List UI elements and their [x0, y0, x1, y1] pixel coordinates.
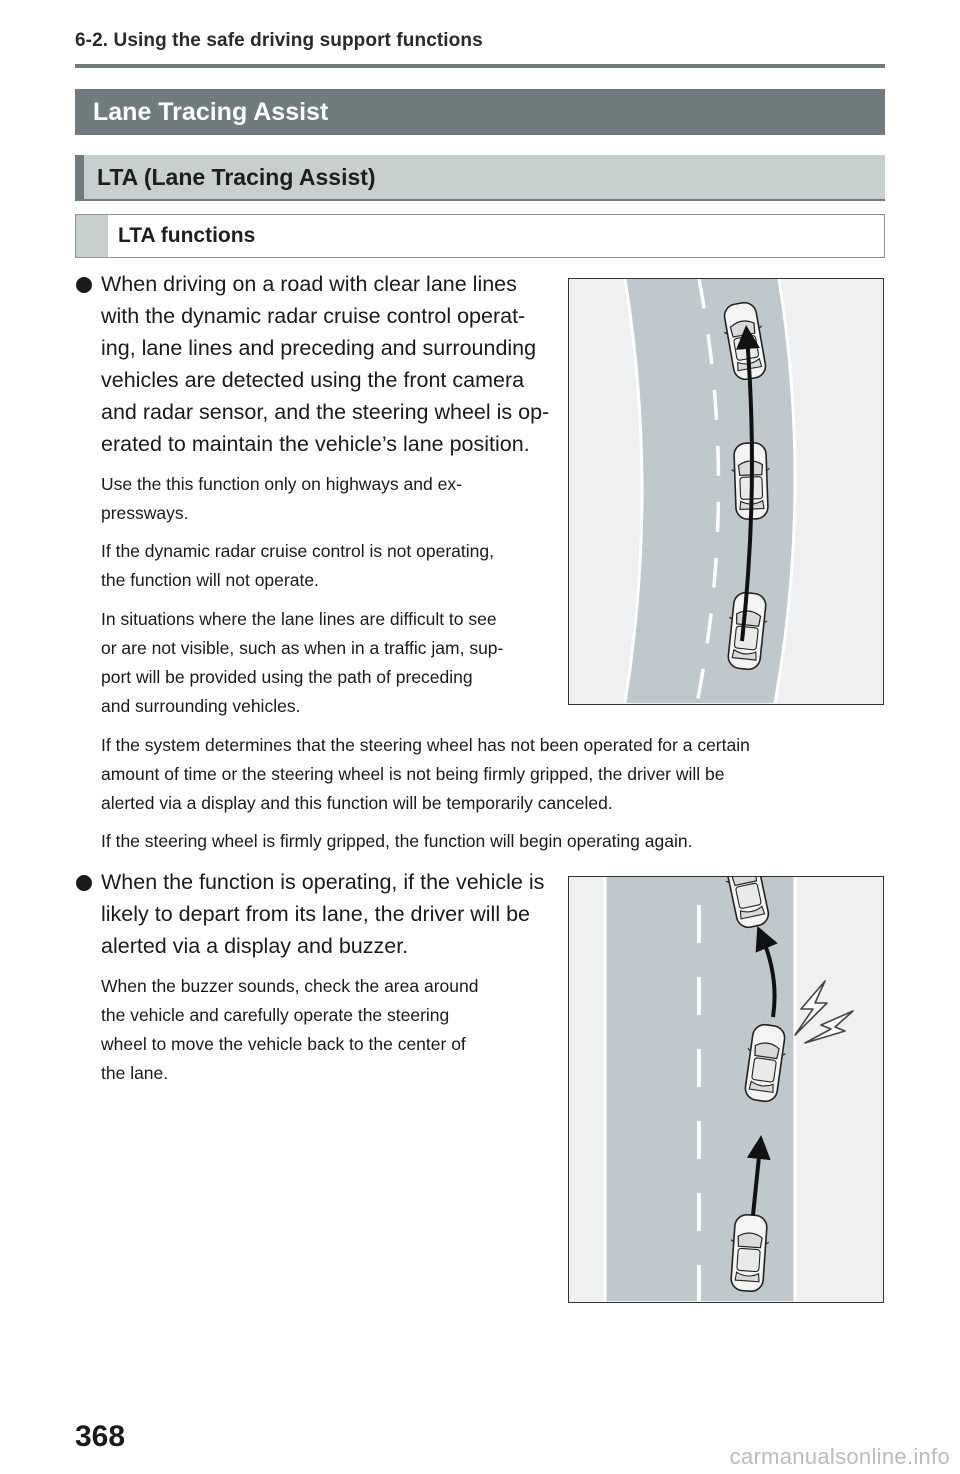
text-line: erated to maintain the vehicle’s lane position. [101, 432, 530, 456]
figure-lane-tracing [568, 278, 884, 705]
watermark: carmanualsonline.info [729, 1444, 950, 1469]
bullet-1-icon [76, 277, 92, 293]
text-line: ing, lane lines and preceding and surrounding [101, 336, 537, 360]
header-rule [75, 64, 885, 68]
text-line: Use the this function only on highways and ex- [101, 474, 462, 494]
heading-lane-tracing-assist: Lane Tracing Assist [75, 89, 885, 135]
note-gripped [101, 827, 692, 856]
text-line: If the dynamic radar cruise control is not operating, [101, 541, 494, 561]
page-number: 368 [75, 1420, 126, 1453]
item-2-text [101, 866, 544, 962]
text-line: the lane. [101, 1063, 169, 1083]
text-line: and radar sensor, and the steering wheel is op- [101, 400, 550, 424]
note-cruise-control [101, 537, 494, 595]
text-line: the vehicle and carefully operate the steering [101, 1005, 450, 1025]
bullet-2-icon [76, 875, 92, 891]
note-steering-not-operated [101, 731, 750, 818]
section-label: 6-2. Using the safe driving support functions [75, 30, 483, 51]
note-lane-lines [101, 605, 503, 721]
lane-tracing-illustration [569, 279, 882, 703]
text-line: When the buzzer sounds, check the area around [101, 976, 479, 996]
figure-lane-departure [568, 876, 884, 1303]
text-line: wheel to move the vehicle back to the center of [101, 1034, 466, 1054]
note-highways [101, 470, 462, 528]
text-line: and surrounding vehicles. [101, 696, 301, 716]
note-buzzer [101, 972, 478, 1088]
text-line: the function will not operate. [101, 570, 319, 590]
lane-departure-illustration [569, 877, 882, 1301]
text-line: port will be provided using the path of preceding [101, 667, 473, 687]
text-line: likely to depart from its lane, the driver will be [101, 902, 530, 926]
text-line: vehicles are detected using the front camera [101, 368, 525, 392]
heading-lta-functions: LTA functions [75, 214, 885, 258]
text-line: pressways. [101, 503, 189, 523]
text-line: In situations where the lane lines are difficult to see [101, 609, 497, 629]
text-line: or are not visible, such as when in a traffic jam, sup- [101, 638, 504, 658]
text-line: When the function is operating, if the vehicle is [101, 870, 545, 894]
text-line: If the steering wheel is firmly gripped, the function will begin operating again. [101, 831, 693, 851]
text-line: alerted via a display and this function will be temporarily canceled. [101, 793, 613, 813]
text-line: amount of time or the steering wheel is not being firmly gripped, the driver will be [101, 764, 725, 784]
item-1-text [101, 268, 549, 460]
buzzer-alert-icon [795, 981, 853, 1043]
text-line: When driving on a road with clear lane lines [101, 272, 517, 296]
text-line: If the system determines that the steering wheel has not been operated for a certain [101, 735, 750, 755]
text-line: with the dynamic radar cruise control operat- [101, 304, 526, 328]
heading-lta: LTA (Lane Tracing Assist) [75, 155, 885, 201]
text-line: alerted via a display and buzzer. [101, 934, 409, 958]
